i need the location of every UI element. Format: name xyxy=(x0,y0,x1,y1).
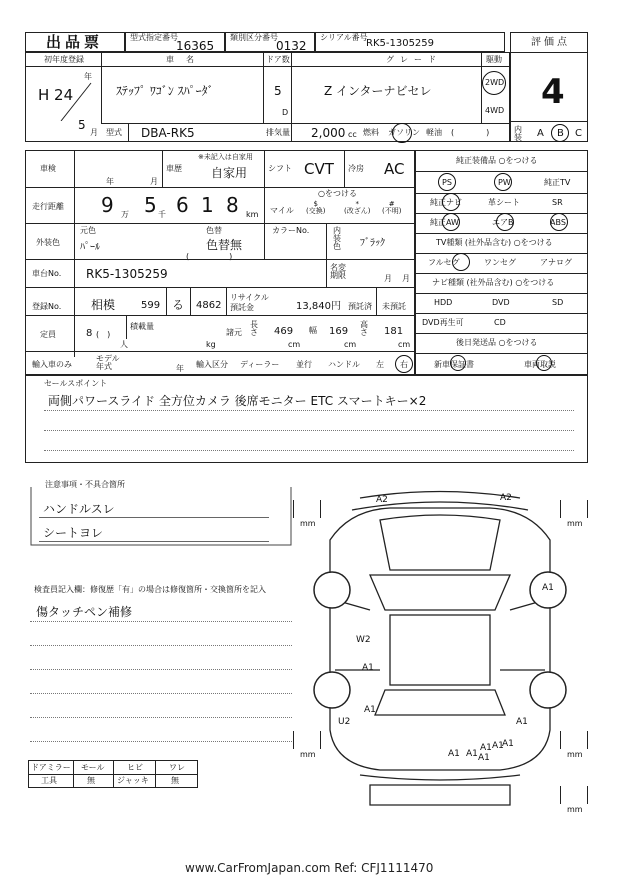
reg-number: 4862 xyxy=(196,300,222,311)
recycle-label: リサイクル預託金 xyxy=(230,293,269,312)
class-no-label: 類別区分番号 xyxy=(230,33,278,42)
note-line-1: ハンドルスレ xyxy=(43,502,115,516)
handle-label: ハンドル xyxy=(328,360,360,369)
equip-abs-circle xyxy=(550,213,568,231)
tv-title: TV種類 (社外品含む) ○をつける xyxy=(436,238,553,247)
type-no-label: 型式指定番号 xyxy=(130,33,178,42)
sales-point-label: セールスポイント xyxy=(44,379,108,388)
meter-unknown: # (不明) xyxy=(382,200,402,215)
class-no: 0132 xyxy=(276,39,307,53)
color-change: 色替無 xyxy=(206,238,243,252)
sen-unit: 千 xyxy=(158,210,166,219)
width: 169 xyxy=(329,326,349,337)
note-line-2: シートヨレ xyxy=(43,526,104,540)
type-no: 16365 xyxy=(176,39,215,53)
man-unit: 万 xyxy=(121,210,129,219)
shaken-month: 月 xyxy=(150,177,158,186)
length-cm: cm xyxy=(288,340,301,349)
cond-jack-label: ジャッキ xyxy=(117,776,149,785)
chassis-label: 車台No. xyxy=(32,269,62,278)
equip-navi: 純正ナビ xyxy=(430,198,462,207)
serial-number: RK5-1305259 xyxy=(366,38,435,49)
sales-point-text: 両側パワースライド 全方位カメラ 後席モニター ETC スマートキー×2 xyxy=(48,394,427,408)
handle-left: 左 xyxy=(376,360,384,369)
equip-airbag-circle xyxy=(496,213,514,231)
cond-tools-value: 無 xyxy=(87,776,95,785)
mark-rear-1: A1 xyxy=(448,749,460,759)
year-unit: 年 xyxy=(84,72,92,81)
reg-label: 登録No. xyxy=(32,302,62,311)
equip-ps: PS xyxy=(442,178,452,187)
height-label: 高さ xyxy=(360,320,368,337)
fuel-gasoline-circle xyxy=(392,123,412,143)
mark-rear-6: A1 xyxy=(478,753,490,763)
equip-tv: 純正TV xyxy=(544,178,571,187)
equip-sr: SR xyxy=(552,198,563,207)
mileage-digit-4: 1 xyxy=(201,193,214,217)
vehicle-name: ｽﾃｯﾌﾟ ﾜｺﾞﾝ ｽﾊﾟｰﾀﾞ xyxy=(116,84,214,98)
meter-tampered: * (改ざん) xyxy=(344,200,371,215)
doc-title: 出品票 xyxy=(46,33,104,51)
int-color: ﾌﾞﾗｯｸ xyxy=(360,238,385,249)
serial-box xyxy=(315,32,505,52)
tire-spare-unit: mm xyxy=(567,805,583,814)
interior-c: C xyxy=(575,128,582,139)
type-no-box xyxy=(125,32,225,52)
tv-fullseg: フルセグ xyxy=(428,258,460,267)
equip-navi-circle xyxy=(442,193,460,211)
inspection-block xyxy=(25,150,415,375)
reg-class: 599 xyxy=(141,300,161,311)
tire-fr-bracket xyxy=(560,500,588,518)
interior-b-circle xyxy=(551,124,569,142)
cond-molding: モール xyxy=(81,763,105,772)
inspector-line-1: 傷タッチペン補修 xyxy=(36,605,133,619)
serial-label: シリアル番号 xyxy=(320,33,368,42)
tire-fl-bracket xyxy=(293,500,321,518)
dims-label: 諸元 xyxy=(226,328,242,337)
capacity-paren: ( ) xyxy=(96,330,111,339)
equip-pw: PW xyxy=(498,178,511,187)
tv-oneseg: ワンセグ xyxy=(484,258,516,267)
tire-rl-unit: mm xyxy=(300,750,316,759)
mark-rear-3: A1 xyxy=(480,743,492,753)
shift-label: シフト xyxy=(268,164,292,173)
shaken-label: 車検 xyxy=(40,164,56,173)
height: 181 xyxy=(384,326,404,337)
mark-rear-4: A1 xyxy=(492,741,504,751)
tire-rr-unit: mm xyxy=(567,750,583,759)
shift: CVT xyxy=(304,160,334,178)
orig-color-label: 元色 xyxy=(80,226,96,235)
shaken-year: 年 xyxy=(106,177,114,186)
drive-2wd-circle xyxy=(482,71,506,95)
navi-dvd-play: DVD再生可 xyxy=(422,318,464,327)
equip-abs: ABS xyxy=(550,218,566,227)
fuel-label: 燃料 xyxy=(363,128,379,137)
displacement-label: 排気量 xyxy=(266,128,290,137)
cond-crack: ヒビ xyxy=(127,763,143,772)
recycle-unpaid: 未預託 xyxy=(382,302,406,311)
fuel-other: ( ) xyxy=(451,128,490,137)
tire-rr-bracket xyxy=(560,731,588,749)
drive-2wd: 2WD xyxy=(485,78,505,87)
capacity-label: 定員 xyxy=(40,330,56,339)
load-label: 積載量 xyxy=(130,322,154,331)
mark-left-rear-2: A1 xyxy=(364,705,376,715)
tire-rear-left xyxy=(314,672,350,708)
mark-left-rear-3: U2 xyxy=(338,717,351,727)
mark-front-left: A2 xyxy=(376,495,388,505)
class-no-box xyxy=(225,32,315,52)
docs-title: 後日発送品 ○をつける xyxy=(456,338,538,347)
handle-right-circle xyxy=(395,355,413,373)
month-slash xyxy=(56,81,96,121)
interior-label: 内装 xyxy=(514,125,522,142)
mark-front-right: A2 xyxy=(500,493,512,503)
tire-rear-right xyxy=(530,672,566,708)
equip-airbag: エアB xyxy=(492,218,514,227)
mileage-digit-5: 8 xyxy=(226,193,239,217)
color-change-label: 色替 xyxy=(206,226,222,235)
usage: 自家用 xyxy=(211,166,248,180)
grade-score-box xyxy=(510,32,588,142)
first-reg-month: 5 xyxy=(78,118,86,132)
drive-4wd: 4WD xyxy=(485,106,505,115)
equip-aw-circle xyxy=(442,213,460,231)
name-label: 車名 xyxy=(166,55,206,64)
doors-label: ドア数 xyxy=(266,55,290,64)
docs-manual: 車両取説 xyxy=(524,360,556,369)
equipment-block xyxy=(415,150,588,375)
navi-dvd: DVD xyxy=(492,298,510,307)
import-label: 輸入車のみ xyxy=(32,360,72,369)
model: DBA-RK5 xyxy=(141,126,195,140)
width-label: 幅 xyxy=(309,326,317,335)
tire-rl-bracket xyxy=(293,731,321,749)
displacement: 2,000 xyxy=(311,126,346,140)
navi-cd: CD xyxy=(494,318,506,327)
capacity: 8 xyxy=(86,328,93,339)
mark-left-rear-1: A1 xyxy=(362,663,374,673)
navi-sd: SD xyxy=(552,298,564,307)
tire-spare-bracket xyxy=(560,786,588,804)
grade: Z インターナビセレ xyxy=(324,84,432,98)
cc-unit: cc xyxy=(348,130,357,139)
equip-ps-circle xyxy=(438,173,456,191)
fuel-diesel: 軽油 xyxy=(426,128,442,137)
recycle-amount: 13,840円 xyxy=(296,301,341,312)
grade-label: グレード xyxy=(386,55,442,64)
door-type: D xyxy=(282,108,289,117)
name-change-label: 名変期限 xyxy=(330,263,346,280)
orig-color: ﾊﾟｰﾙ xyxy=(80,242,100,253)
title-box xyxy=(25,32,125,52)
grade-box-label: 評価点 xyxy=(531,37,570,48)
interior-b: B xyxy=(557,128,564,139)
capacity-unit: 人 xyxy=(120,340,128,349)
kg-unit: kg xyxy=(206,340,216,349)
navi-hdd: HDD xyxy=(434,298,453,307)
month-unit: 月 xyxy=(90,128,98,137)
tv-analog: アナログ xyxy=(540,258,572,267)
cond-jack-value: 無 xyxy=(171,776,179,785)
meter-circle-label: ○をつける xyxy=(318,189,357,198)
mileage-label: 走行距離 xyxy=(32,202,64,211)
drive-label: 駆動 xyxy=(486,55,502,64)
inspector-label: 検査員記入欄：修復歴「有」の場合は修復箇所・交換箇所を記入 xyxy=(34,585,266,594)
exterior-label: 外装色 xyxy=(36,238,60,247)
model-label: 型式 xyxy=(106,128,122,137)
navi-title: ナビ種類 (社外品含む) ○をつける xyxy=(432,278,555,287)
condition-table xyxy=(28,760,198,788)
cond-break: ワレ xyxy=(169,763,185,772)
km-unit: km xyxy=(246,210,259,219)
meter-label: マイル xyxy=(270,206,294,215)
int-color-label: 内装色 xyxy=(333,226,341,251)
equip-pw-circle xyxy=(494,173,512,191)
doors: 5 xyxy=(274,84,282,98)
ac-label: 冷房 xyxy=(348,164,364,173)
grade-score: 4 xyxy=(541,72,565,112)
color-paren: ( ) xyxy=(186,252,233,261)
name-change-month: 月 xyxy=(384,274,392,283)
reg-area: 相模 xyxy=(91,298,116,312)
equip-leather: 革シート xyxy=(488,198,520,207)
docs-manual-circle xyxy=(536,355,552,371)
usage-note: ※未記入は自家用 xyxy=(198,153,253,161)
fuel-gasoline: ガソリン xyxy=(388,128,420,137)
vehicle-block xyxy=(25,52,510,142)
length-label: 長さ xyxy=(250,320,258,337)
cond-tools-label: 工具 xyxy=(41,776,57,785)
equipment-title: 純正装備品 ○をつける xyxy=(456,156,538,165)
damage-marks xyxy=(338,493,554,763)
import-parallel: 並行 xyxy=(296,360,312,369)
equip-aw: 純正AW xyxy=(430,218,459,227)
docs-warranty: 新車保証書 xyxy=(434,360,474,369)
model-year-label: モデル年式 xyxy=(96,354,120,371)
notes-area xyxy=(25,475,295,555)
recycle-paid: 預託済 xyxy=(348,302,372,311)
docs-warranty-circle xyxy=(450,355,466,371)
tire-front-left xyxy=(314,572,350,608)
notes-label: 注意事項・不具合箇所 xyxy=(45,480,125,489)
mark-windshield: W2 xyxy=(356,635,371,645)
tire-fl-unit: mm xyxy=(300,519,316,528)
car-damage-diagram xyxy=(290,480,590,810)
meter-exchanged: $ (交換) xyxy=(306,200,326,215)
height-cm: cm xyxy=(398,340,411,349)
handle-right: 右 xyxy=(400,360,408,369)
import-dealer: ディーラー xyxy=(240,360,280,369)
mark-right-rear: A1 xyxy=(516,717,528,727)
footer-watermark: www.CarFromJapan.com Ref: CFJ1111470 xyxy=(185,861,434,875)
first-reg-year: H 24 xyxy=(38,86,74,104)
mark-rear-5: A1 xyxy=(502,739,514,749)
sales-point-block xyxy=(25,375,588,463)
tv-fullseg-circle xyxy=(452,253,470,271)
name-change-day: 月 xyxy=(402,274,410,283)
mileage-digit-3: 6 xyxy=(176,193,189,217)
mileage-digit-1: 9 xyxy=(101,193,114,217)
ac: AC xyxy=(384,160,405,178)
color-no-label: カラーNo. xyxy=(272,226,310,235)
mileage-digit-2: 5 xyxy=(144,193,157,217)
mark-rear-2: A1 xyxy=(466,749,478,759)
reg-kana: る xyxy=(172,298,185,312)
length: 469 xyxy=(274,326,294,337)
import-type-label: 輸入区分 xyxy=(196,360,228,369)
interior-a: A xyxy=(537,128,544,139)
cond-door-mirror: ドアミラー xyxy=(31,763,71,772)
first-reg-label: 初年度登録 xyxy=(44,55,84,64)
chassis-number: RK5-1305259 xyxy=(86,267,168,281)
mark-right-front-door: A1 xyxy=(542,583,554,593)
usage-label: 車歴 xyxy=(166,164,182,173)
tire-fr-unit: mm xyxy=(567,519,583,528)
width-cm: cm xyxy=(344,340,357,349)
import-year: 年 xyxy=(176,364,184,373)
